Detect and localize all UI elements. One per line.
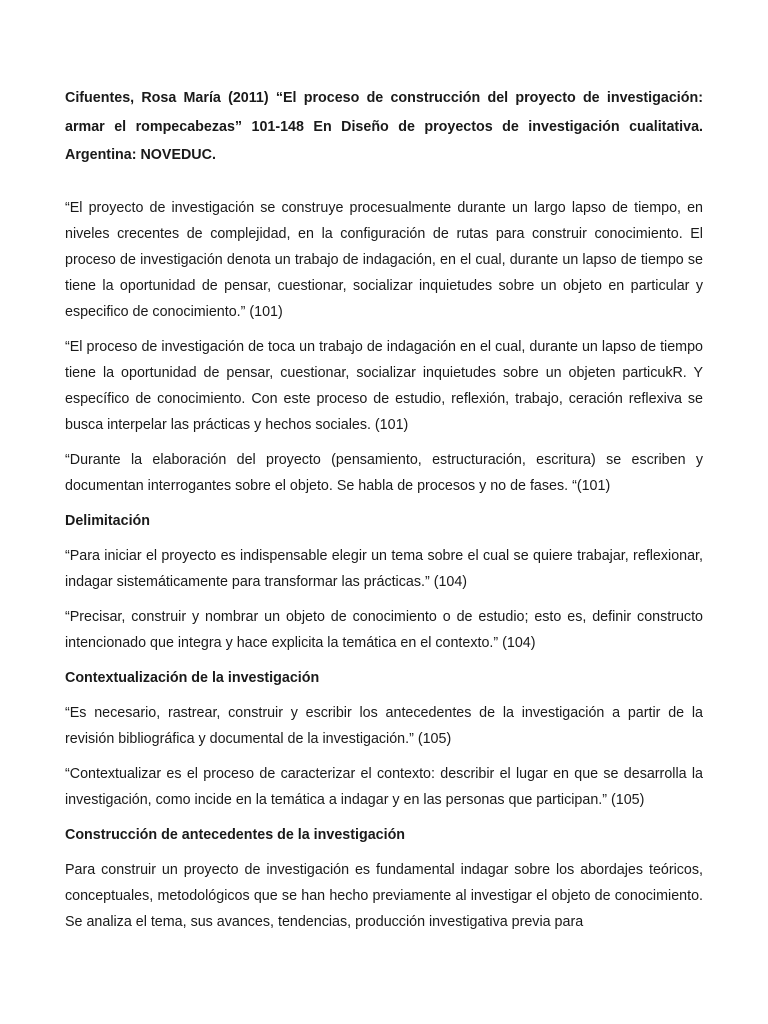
quote-paragraph: “Durante la elaboración del proyecto (pensamiento, estructuración, escritura) se escriben y documentan interrogantes sobre el objeto. Se habla de procesos y no de fases. “(101) xyxy=(65,451,703,494)
section-heading-antecedentes: Construcción de antecedentes de la investigación xyxy=(65,826,406,843)
section-heading-contextualizacion: Contextualización de la investigación xyxy=(65,669,320,686)
quote-paragraph: “Contextualizar es el proceso de caracterizar el contexto: describir el lugar en que se desarrolla la investigación, como incide en la temática a indagar y en las personas que participan.” (105) xyxy=(65,765,703,808)
quote-paragraph: “Precisar, construir y nombrar un objeto de conocimiento o de estudio; esto es, definir constructo intencionado que integra y hace explicita la temática en el contexto.” (104) xyxy=(65,608,703,651)
section-heading-delimitacion: Delimitación xyxy=(65,512,151,529)
quote-paragraph: “El proceso de investigación de toca un trabajo de indagación en el cual, durante un lapso de tiempo tiene la oportunidad de pensar, cuestionar, socializar inquietudes sobre un objeten particukR. Y específico de conocimiento. Con este proceso de estudio, reflexión, trabajo, ceración reflexiva se busca interpelar las prácticas y hechos sociales. (101) xyxy=(65,338,703,433)
document-page xyxy=(65,84,703,944)
bibliographic-citation: Cifuentes, Rosa María (2011) “El proceso de construcción del proyecto de investigación: armar el rompecabezas” 101-148 En Diseño de proyectos de investigación cualitativa. Argentina: NOVEDUC. xyxy=(65,90,703,163)
quote-paragraph: “El proyecto de investigación se construye procesualmente durante un largo lapso de tiempo, en niveles crecentes de complejidad, en la configuración de rutas para construir conocimiento. El proceso de investigación denota un trabajo de indagación, en el cual, durante un lapso de tiempo se tiene la oportunidad de pensar, cuestionar, socializar inquietudes sobre un objeto en particular y especifico de conocimiento.” (101) xyxy=(65,199,703,320)
quote-paragraph: “Para iniciar el proyecto es indispensable elegir un tema sobre el cual se quiere trabajar, reflexionar, indagar sistemáticamente para transformar las prácticas.” (104) xyxy=(65,547,703,590)
quote-paragraph: “Es necesario, rastrear, construir y escribir los antecedentes de la investigación a partir de la revisión bibliográfica y documental de la investigación.” (105) xyxy=(65,704,703,747)
body-paragraph: Para construir un proyecto de investigación es fundamental indagar sobre los abordajes teóricos, conceptuales, metodológicos que se han hecho previamente al investigar el objeto de conocimiento. Se analiza el tema, sus avances, tendencias, producción investigativa previa para xyxy=(65,861,703,930)
